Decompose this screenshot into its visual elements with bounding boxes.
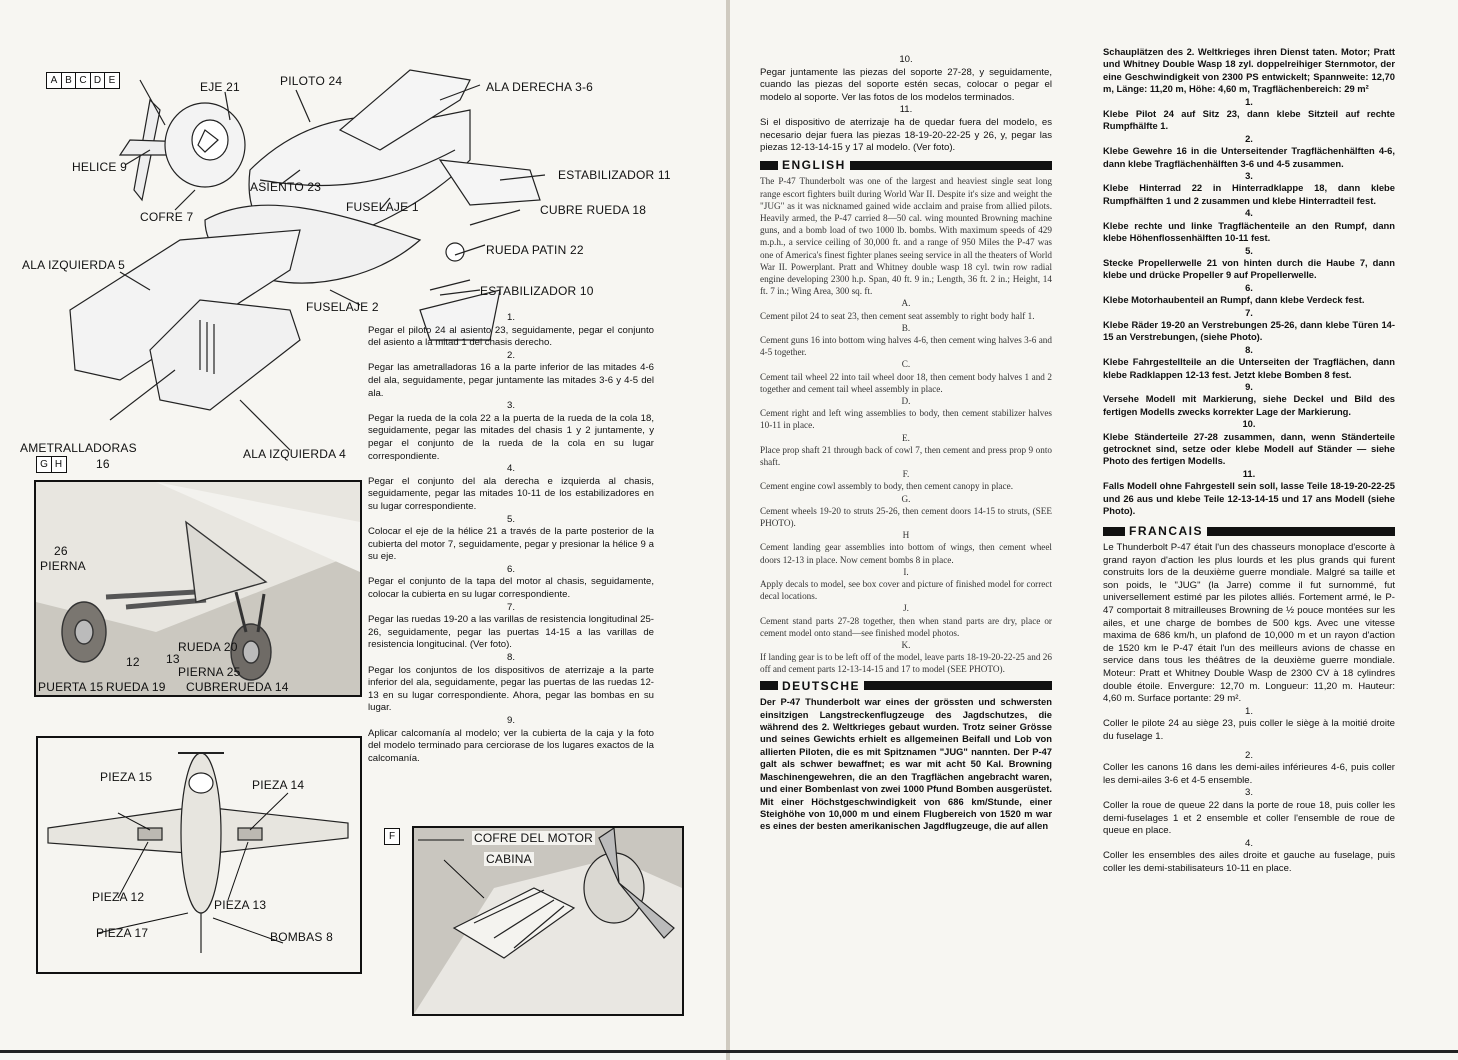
step-text: Pegar juntamente las piezas del soporte 27-28, y seguidamente, cuando las piezas del soporte estén secas, colocar o pegar el modelo al soporte. Ver las fotos de los modelos terminados. bbox=[760, 66, 1052, 103]
label-estabilizador-11: ESTABILIZADOR 11 bbox=[558, 168, 671, 182]
step-text: Klebe Pilot 24 auf Sitz 23, dann klebe Sitzteil auf rechte Rumpfhälfte 1. bbox=[1103, 108, 1395, 132]
label-piloto: PILOTO 24 bbox=[280, 74, 343, 88]
step-text: Klebe Gewehre 16 in die Unterseitender Tragflächenhälften 4-6, dann klebe Tragflächenhälften 3-6 und 4-5 zusammen. bbox=[1103, 145, 1395, 169]
step-text: Pegar el conjunto del ala derecha e izquierda al chasis, seguidamente, pegar las mitades 10-11 de los estabilizadores en su lugar correspondiente. bbox=[368, 475, 654, 512]
step-number: 8. bbox=[1245, 343, 1253, 355]
step-number: 11. bbox=[1242, 467, 1256, 479]
label-rueda-19: RUEDA 19 bbox=[106, 680, 166, 694]
step-text: Pegar la rueda de la cola 22 a la puerta de la rueda de la cola 18, seguidamente, pegar las mitades del chasis 1 y 2 juntamente, y pegar el conjunto de la rueda de la cola en su lugar correspondiente. bbox=[368, 412, 654, 462]
step-text: Versehe Modell mit Markierung, siehe Deckel und Bild des fertigen Modells zwecks korrekter Lage der Markierung. bbox=[1103, 393, 1395, 417]
step-text: Coller le pilote 24 au siège 23, puis coller le siège à la moitié droite du fuselage 1. bbox=[1103, 718, 1395, 742]
deutsche-continued: Schauplätzen des 2. Weltkrieges ihren Dienst taten. Motor; Pratt und Whitney Double Wasp 18 zyl. doppelreihiger Sternmotor, der eine Geschwindigkeit von 2300 PS entwickelt; Spannweite: 12,70 m, Länge: 11,20 m, Höhe: 4,60 m, Tragflächenbereich: 29 m² bbox=[1103, 46, 1395, 95]
step-number: 6. bbox=[1245, 281, 1253, 293]
step-number: 9. bbox=[506, 715, 515, 726]
photo-gear-up-model bbox=[36, 736, 362, 974]
step-text: Pegar los conjuntos de los dispositivos de aterrizaje a la parte inferior del ala, seguidamente, pegar las puertas de las ruedas 12-13 en su lugar correspondiente. Ahora, pegar las bombas en su lugar. bbox=[368, 664, 654, 714]
step-number: 3. bbox=[1245, 170, 1253, 182]
box-letter: E bbox=[104, 72, 120, 89]
step-number: K. bbox=[901, 640, 911, 651]
box-letter: H bbox=[51, 456, 67, 473]
step-text: Falls Modell ohne Fahrgestell sein soll, lasse Teile 18-19-20-22-25 und 26 aus und klebe Teile 12-13-14-15 und 17 ans Modell (siehe Photo). bbox=[1103, 480, 1395, 517]
label-eje: EJE 21 bbox=[200, 80, 240, 94]
step-number: 3. bbox=[506, 400, 515, 412]
step-number: C. bbox=[901, 359, 911, 370]
deutsche-heading bbox=[760, 680, 1052, 693]
step-text: Cement guns 16 into bottom wing halves 4-6, then cement wing halves 3-6 and 4-5 together. bbox=[760, 334, 1052, 358]
photo-cockpit bbox=[412, 826, 684, 1016]
label-cabina: CABINA bbox=[486, 852, 532, 866]
label-asiento: ASIENTO 23 bbox=[250, 180, 322, 194]
step-text: Coller la roue de queue 22 dans la porte de roue 18, puis coller les demi-fuselages 1 et 2 ensemble et coller l'ensemble de roue de queue en place. bbox=[1103, 799, 1395, 837]
label-ala-izquierda-5: ALA IZQUIERDA 5 bbox=[22, 258, 126, 272]
step-number: 5. bbox=[1245, 244, 1253, 256]
box-letter: D bbox=[90, 72, 106, 89]
step-number: 4. bbox=[1244, 837, 1253, 849]
step-number: 10. bbox=[1242, 418, 1256, 430]
step-text: Pegar el piloto 24 al asiento 23, seguidamente, pegar el conjunto del asiento a la mitad 1 del chasis derecho. bbox=[368, 324, 654, 349]
label-puerta-15: PUERTA 15 bbox=[38, 680, 104, 694]
step-text: Klebe Hinterrad 22 in Hinterradklappe 18, dann klebe Rumpfhälften 1 und 2 zusammen und klebe Hinterradteil fest. bbox=[1103, 182, 1395, 206]
label-pieza-15: PIEZA 15 bbox=[100, 770, 153, 784]
step-text: Coller les ensembles des ailes droite et gauche au fuselage, puis coller les demi-stabilisateurs 10-11 en place. bbox=[1103, 850, 1395, 874]
label-cubre-rueda: CUBRE RUEDA 18 bbox=[540, 203, 647, 217]
english-intro: The P-47 Thunderbolt was one of the largest and heaviest single seat long range escort fighters built during World War II. Despite it's size and weight the "JUG" as it was nicknamed gained wide acclaim and praise from allied pilots. Heavily armed, the P-47 carried 8—50 cal. wing mounted Browning machine guns, and a bomb load of two 1000 lb. bombs. With maximum speeds of 429 m.p.h., a service ceiling of 30,000 ft. and a range of 950 Miles the P-47 was one of America's finest fighter planes seeing service in all the theaters of World War II. Powerplant. Pratt and Whitney double wasp 18 cyl. twin row radial engine developing 2300 h.p. Span, 40 ft. 9 in.; Length, 36 ft. 2 in.; Height, 14 ft. 7 in.; Wing Area, 300 sq. ft. bbox=[760, 176, 1052, 297]
step-text: Klebe Motorhaubenteil an Rumpf, dann klebe Verdeck fest. bbox=[1103, 294, 1365, 306]
step-number: 6. bbox=[506, 563, 515, 575]
step-number: G. bbox=[901, 493, 911, 504]
step-text: Cement landing gear assemblies into bottom of wings, then cement wheel doors 12-13 in place. Now cement bombs 8 in place. bbox=[760, 542, 1052, 565]
step-text: Place prop shaft 21 through back of cowl 7, then cement and press prop 9 onto shaft. bbox=[760, 444, 1052, 468]
step-text: Cement stand parts 27-28 together, then when stand parts are dry, place or cement model onto stand—see finished model photos. bbox=[760, 615, 1052, 638]
box-letter: B bbox=[61, 72, 77, 89]
label-pierna-25: PIERNA 25 bbox=[178, 665, 241, 679]
step-number: A. bbox=[901, 298, 911, 309]
right-column-1 bbox=[760, 54, 1052, 833]
bottom-edge-line bbox=[0, 1050, 1458, 1053]
step-number: 3. bbox=[1244, 787, 1253, 799]
label-pierna: PIERNA bbox=[40, 559, 86, 573]
step-number: 2. bbox=[1244, 749, 1253, 761]
step-text: Stecke Propellerwelle 21 von hinten durch die Haube 7, dann klebe und drücke Propeller 9 auf Propellerwelle. bbox=[1103, 256, 1395, 281]
box-letter: G bbox=[36, 456, 52, 473]
box-letter: A bbox=[46, 72, 62, 89]
step-number: 9. bbox=[1245, 380, 1253, 392]
step-number: 2. bbox=[1245, 132, 1253, 144]
photo-landing-gear bbox=[34, 480, 362, 697]
step-number: 2. bbox=[506, 349, 515, 361]
step-number: 1. bbox=[506, 312, 515, 323]
step-number: E. bbox=[902, 432, 910, 443]
step-text: Aplicar calcomanía al modelo; ver la cubierta de la caja y la foto del modelo terminado para cerciorase de los lugares exactos de la calcomanía. bbox=[368, 727, 654, 764]
step-number: B. bbox=[901, 322, 911, 333]
step-number: H bbox=[902, 530, 910, 541]
step-box-f bbox=[384, 828, 399, 845]
label-ametralladoras-num: 16 bbox=[96, 457, 110, 471]
english-heading-text: ENGLISH bbox=[782, 157, 846, 172]
step-number: 4. bbox=[1245, 207, 1253, 219]
step-text: Klebe Ständerteile 27-28 zusammen, dann, wenn Ständerteile getrocknet sind, setze oder klebe Modell auf Ständer — siehe Photo des fertigen Modells. bbox=[1103, 430, 1395, 467]
label-pieza-17: PIEZA 17 bbox=[96, 926, 149, 940]
label-cofre: COFRE 7 bbox=[140, 210, 194, 224]
step-number: 1. bbox=[1244, 705, 1253, 717]
step-text: Klebe Räder 19-20 an Verstrebungen 25-26, dann klebe Türen 14-15 an Verstrebungen, (siehe Photo). bbox=[1103, 318, 1395, 343]
label-pieza-13: PIEZA 13 bbox=[214, 898, 267, 912]
label-26: 26 bbox=[54, 544, 68, 558]
step-text: Klebe Fahrgestellteile an die Unterseiten der Tragflächen, dann klebe Radklappen 12-13 fest. Jetzt klebe Bomben 8 fest. bbox=[1103, 356, 1395, 380]
step-text: Pegar el conjunto de la tapa del motor al chasis, seguidamente, colocar la cubierta en su lugar correspondiente. bbox=[368, 576, 654, 601]
deutsche-intro: Der P-47 Thunderbolt war eines der grössten und schwersten einsitzigen Langstreckenflugzeuge des Jagdschutzes, die während des 2. Weltkrieges gebaut wurden. Trotz seiner Grösse und seines Gewichts erhielt es allgemeinen Beifall und Lob von allierten Piloten, die es mit Spitznamen "JUG" nannten. Der P-47 galt als schwer bewaffnet; es war mit acht 50 Kal. Browning Maschinengewehren, die an den Tragflächen angebracht waren, und einer Bombenlast von zwei 1000 Pfund Bomben ausgerüstet. Mit einer Höchstgeschwindigkeit von 686 km/Stunde, einer Steighöhe von 10,000 m und einem Flugbereich von 1520 m war es eines der besten amerikanischen Jagdflugzeuge, die auf allen bbox=[760, 696, 1052, 832]
label-ala-izquierda-4: ALA IZQUIERDA 4 bbox=[243, 447, 347, 461]
label-12: 12 bbox=[126, 655, 140, 669]
right-column-2 bbox=[1103, 46, 1395, 875]
step-number: 7. bbox=[1245, 306, 1253, 318]
step-text: Cement tail wheel 22 into tail wheel door 18, then cement body halves 1 and 2 together and cement tail wheel assembly in place. bbox=[760, 371, 1052, 394]
step-number: J. bbox=[903, 603, 909, 614]
english-heading bbox=[760, 159, 1052, 172]
step-text: Apply decals to model, see box cover and picture of finished model for correct decal locations. bbox=[760, 579, 1052, 602]
landing-gear-photo-drawing bbox=[36, 482, 360, 695]
step-text: Pegar las ruedas 19-20 a las varillas de resistencia longitudinal 25-26, seguidamente, pegar las puertas 14-15 a las varillas de resistencia longitucinal. (Ver foto). bbox=[368, 614, 654, 651]
step-text: Cement pilot 24 to seat 23, then cement seat assembly to right body half 1. bbox=[760, 310, 1035, 321]
step-text: Cement engine cowl assembly to body, then cement canopy in place. bbox=[760, 481, 1014, 492]
step-number: 1. bbox=[1245, 95, 1253, 107]
francais-heading-text: FRANCAIS bbox=[1129, 524, 1203, 539]
deutsche-heading-text: DEUTSCHE bbox=[782, 678, 861, 693]
box-letter: F bbox=[384, 828, 400, 845]
label-estabilizador-10: ESTABILIZADOR 10 bbox=[480, 284, 594, 298]
step-text: Cement right and left wing assemblies to body, then cement stabilizer halves 10-11 in place. bbox=[760, 408, 1052, 431]
step-text: Klebe rechte und linke Tragflächenteile an den Rumpf, dann klebe Höhenflossenhälften 10-11 fest. bbox=[1103, 219, 1395, 244]
label-fuselaje-2: FUSELAJE 2 bbox=[306, 300, 379, 314]
label-ametralladoras: AMETRALLADORAS bbox=[20, 441, 137, 455]
label-rueda-patin: RUEDA PATIN 22 bbox=[486, 243, 584, 257]
cockpit-photo-drawing bbox=[414, 828, 682, 1014]
label-pieza-12: PIEZA 12 bbox=[92, 890, 145, 904]
label-cubrerueda-14: CUBRERUEDA 14 bbox=[186, 680, 289, 694]
step-number: 8. bbox=[506, 652, 515, 664]
label-rueda-20: RUEDA 20 bbox=[178, 640, 238, 654]
step-number: 7. bbox=[506, 601, 515, 613]
step-text: Cement wheels 19-20 to struts 25-26, then cement doors 14-15 to struts, (SEE PHOTO). bbox=[760, 505, 1052, 529]
step-number: 5. bbox=[506, 513, 515, 525]
francais-heading bbox=[1103, 525, 1395, 538]
box-letter: C bbox=[75, 72, 91, 89]
francais-intro: Le Thunderbolt P-47 était l'un des chasseurs monoplace d'escorte à grand rayon d'action les plus lourds et les plus grands qui furent construits lors de la deuxième guerre mondiale. Malgré sa taille et son poids, le "JUG" (la Jarre) comme il fut surnommé, fut universellement estimé par les pilotes alliés. Fortement armé, le P-47 comportait 8 mitrailleuses Browning de ½ pouce montées sur les ailes, et une charge de bombes de 500 kgs. Avec une vitesse maxima de 686 km/h, un plafond de 10,000 m et un rayon d'action de 1520 km le P-47 était l'un des meilleurs avions de chasse en service dans tous les théâtres de la deuxième guerre mondiale. Moteur: Pratt et Whitney Double Wasp de 2300 CV à 18 cylindres double étoile. Envergure: 12,70 m. Longueur: 11,20 m. Hauteur: 4,60 m. Surface portante: 29 m². bbox=[1103, 542, 1395, 705]
step-number: F. bbox=[902, 469, 910, 480]
step-text: Pegar las ametralladoras 16 a la parte inferior de las mitades 4-6 del ala, seguidamente, pegar juntamente las mitades 3-6 y 4-5 del ala. bbox=[368, 362, 654, 399]
label-13: 13 bbox=[166, 652, 180, 666]
step-number: 10. bbox=[899, 54, 913, 65]
label-ala-derecha: ALA DERECHA 3-6 bbox=[486, 80, 594, 94]
label-helice: HELICE 9 bbox=[72, 160, 127, 174]
label-cofre-motor: COFRE DEL MOTOR bbox=[474, 831, 594, 845]
spanish-steps-column bbox=[368, 312, 654, 765]
step-text: Coller les canons 16 dans les demi-ailes inférieures 4-6, puis coller les demi-ailes 3-6 et 4-5 ensemble. bbox=[1103, 762, 1395, 786]
step-box-gh bbox=[36, 456, 65, 473]
step-text: Si el dispositivo de aterrizaje ha de quedar fuera del modelo, es necesario dejar fuera las piezas 18-19-20-22-25 y 26, y, pegar las piezas 12-13-14-15 y 17 al modelo. (Ver foto). bbox=[760, 116, 1052, 154]
step-number: I. bbox=[903, 566, 909, 577]
label-bombas-8: BOMBAS 8 bbox=[270, 930, 333, 944]
step-text: Colocar el eje de la hélice 21 a través de la parte posterior de la cubierta del motor 7, seguidamente, pegar y presionar la hélice 9 a su eje. bbox=[368, 526, 654, 563]
step-number: D. bbox=[901, 396, 911, 406]
label-fuselaje-1: FUSELAJE 1 bbox=[346, 200, 419, 214]
step-text: If landing gear is to be left off of the model, leave parts 18-19-20-22-25 and 26 off and cement parts 12-13-14-15 and 17 to model (SEE PHOTO). bbox=[760, 652, 1052, 675]
step-number: 11. bbox=[899, 104, 913, 116]
step-number: 4. bbox=[506, 463, 515, 475]
label-pieza-14: PIEZA 14 bbox=[252, 778, 305, 792]
